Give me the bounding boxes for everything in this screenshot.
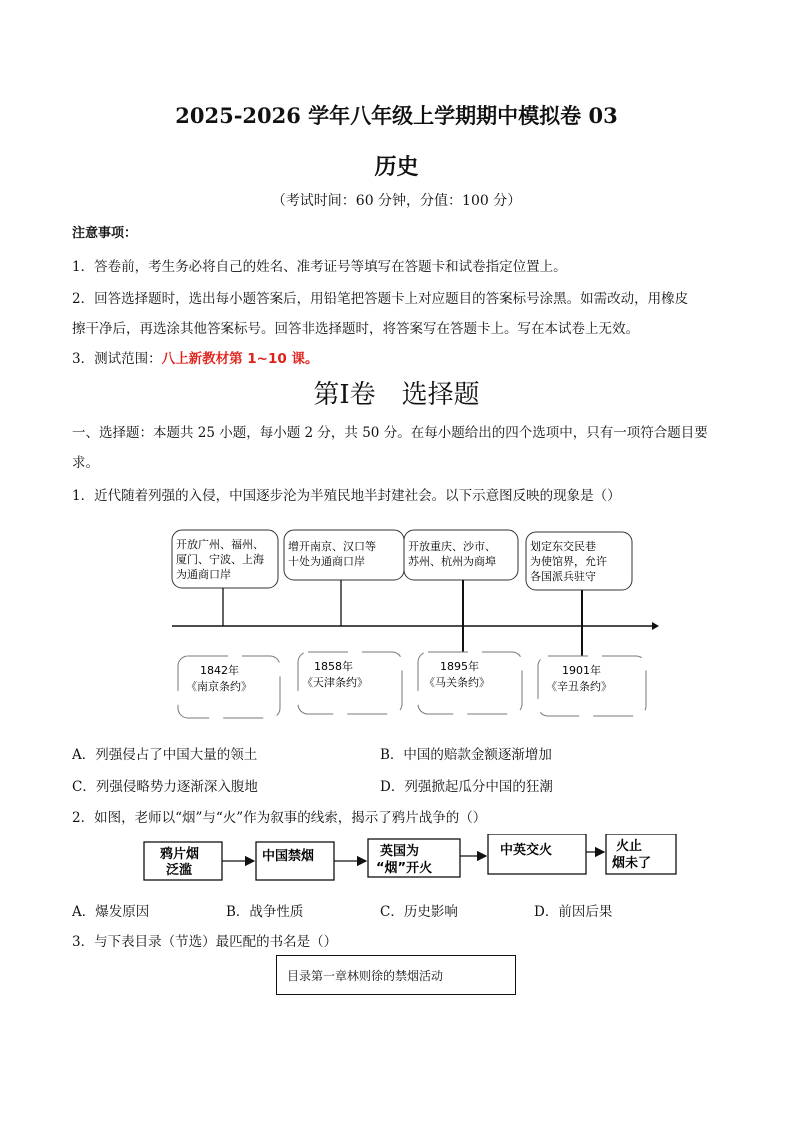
q1-option-c: C．列强侵略势力逐渐深入腹地 (72, 779, 258, 795)
flow-box-fire-stopped (606, 834, 676, 874)
svg-text:中英交火: 中英交火 (500, 843, 553, 858)
exam-info: （考试时间：60 分钟，分值：100 分） (271, 193, 522, 209)
question-3-stem: 3．与下表目录（节选）最匹配的书名是（） (72, 934, 338, 950)
timeline-top-text: 为通商口岸 (176, 568, 231, 581)
q1-option-b: B．中国的赔款金额逐渐增加 (380, 747, 552, 763)
q1-timeline-diagram (160, 522, 660, 722)
q2-option-c: C．历史影响 (380, 904, 458, 920)
q2-option-a: A．爆发原因 (72, 904, 150, 920)
timeline-top-text: 厦门、宁波、上海 (176, 553, 264, 566)
q2-option-b: B．战争性质 (226, 904, 304, 920)
notice-item-2-line-2: 擦干净后，再选涂其他答案标号。回答非选择题时，将答案写在答题卡上。写在本试卷上无效。 (72, 321, 639, 337)
timeline-node-1895 (404, 530, 522, 714)
svg-text:“烟”开火: “烟”开火 (376, 861, 433, 876)
svg-text:烟未了: 烟未了 (612, 856, 652, 871)
svg-text:火止: 火止 (616, 839, 643, 854)
q3-toc-text: 目录第一章林则徐的禁烟活动 (287, 969, 444, 983)
section-intro-line-2: 求。 (72, 455, 99, 471)
timeline-top-text: 十处为通商口岸 (288, 555, 365, 568)
timeline-node-1901 (526, 532, 646, 716)
timeline-arrow (652, 622, 659, 630)
timeline-year: 1895年 (440, 660, 479, 673)
svg-text:鸦片烟: 鸦片烟 (160, 847, 200, 862)
timeline-treaty: 《南京条约》 (186, 680, 252, 693)
q1-option-a: A．列强侵占了中国大量的领土 (72, 747, 258, 763)
timeline-top-text: 划定东交民巷 (530, 540, 596, 553)
timeline-top-text: 各国派兵驻守 (530, 570, 596, 583)
flow-box-sino-british-fight (488, 834, 586, 874)
timeline-year: 1901年 (562, 664, 601, 677)
timeline-treaty: 《辛丑条约》 (546, 680, 612, 693)
svg-text:泛滥: 泛滥 (166, 863, 193, 878)
q1-option-d: D．列强掀起瓜分中国的狂潮 (380, 779, 553, 795)
q3-table-of-contents (276, 955, 516, 995)
timeline-treaty: 《马关条约》 (424, 676, 490, 689)
timeline-node-1858 (284, 530, 404, 714)
svg-text:中国禁烟: 中国禁烟 (262, 849, 315, 864)
notice-item-3 (72, 347, 319, 367)
timeline-treaty: 《天津条约》 (302, 676, 368, 689)
subject-title: 历史 (374, 154, 419, 180)
timeline-top-text: 增开南京、汉口等 (288, 540, 376, 553)
timeline-top-text: 开放重庆、沙市、 (408, 540, 496, 553)
q2-flow-diagram (140, 834, 685, 886)
exam-title: 2025-2026 学年八年级上学期期中模拟卷 03 (175, 103, 618, 128)
timeline-top-text: 苏州、杭州为商埠 (408, 555, 496, 568)
question-1-stem: 1．近代随着列强的入侵，中国逐步沦为半殖民地半封建社会。以下示意图反映的现象是（） (72, 488, 621, 504)
flow-box-china-ban (256, 842, 334, 880)
question-2-stem: 2．如图，老师以“烟”与“火”作为叙事的线索，揭示了鸦片战争的（） (72, 810, 487, 826)
timeline-top-text: 为使馆界，允许 (530, 555, 607, 568)
flow-box-opium-spread (144, 842, 222, 880)
section-title: 第Ⅰ卷 选择题 (313, 380, 480, 410)
flow-box-britain-war (368, 839, 460, 877)
notice-item-3-prefix: 3．测试范围： (72, 351, 162, 367)
timeline-year: 1842年 (200, 664, 239, 677)
section-intro-line-1: 一、选择题：本题共 25 小题，每小题 2 分，共 50 分。在每小题给出的四个选项中，只有一项符合题目要 (72, 425, 708, 441)
timeline-year: 1858年 (314, 660, 353, 673)
test-scope: 八上新教材第 1~10 课。 (161, 351, 319, 367)
notice-item-2-line-1: 2．回答选择题时，选出每小题答案后，用铅笔把答题卡上对应题目的答案标号涂黑。如需改动，用橡皮 (72, 291, 689, 307)
timeline-top-text: 开放广州、福州、 (176, 538, 264, 551)
svg-text:英国为: 英国为 (380, 844, 420, 859)
timeline-node-1842 (172, 530, 280, 718)
notice-heading: 注意事项： (72, 226, 138, 241)
notice-item-1: 1．答卷前，考生务必将自己的姓名、准考证号等填写在答题卡和试卷指定位置上。 (72, 259, 567, 275)
q2-option-d: D．前因后果 (534, 904, 613, 920)
